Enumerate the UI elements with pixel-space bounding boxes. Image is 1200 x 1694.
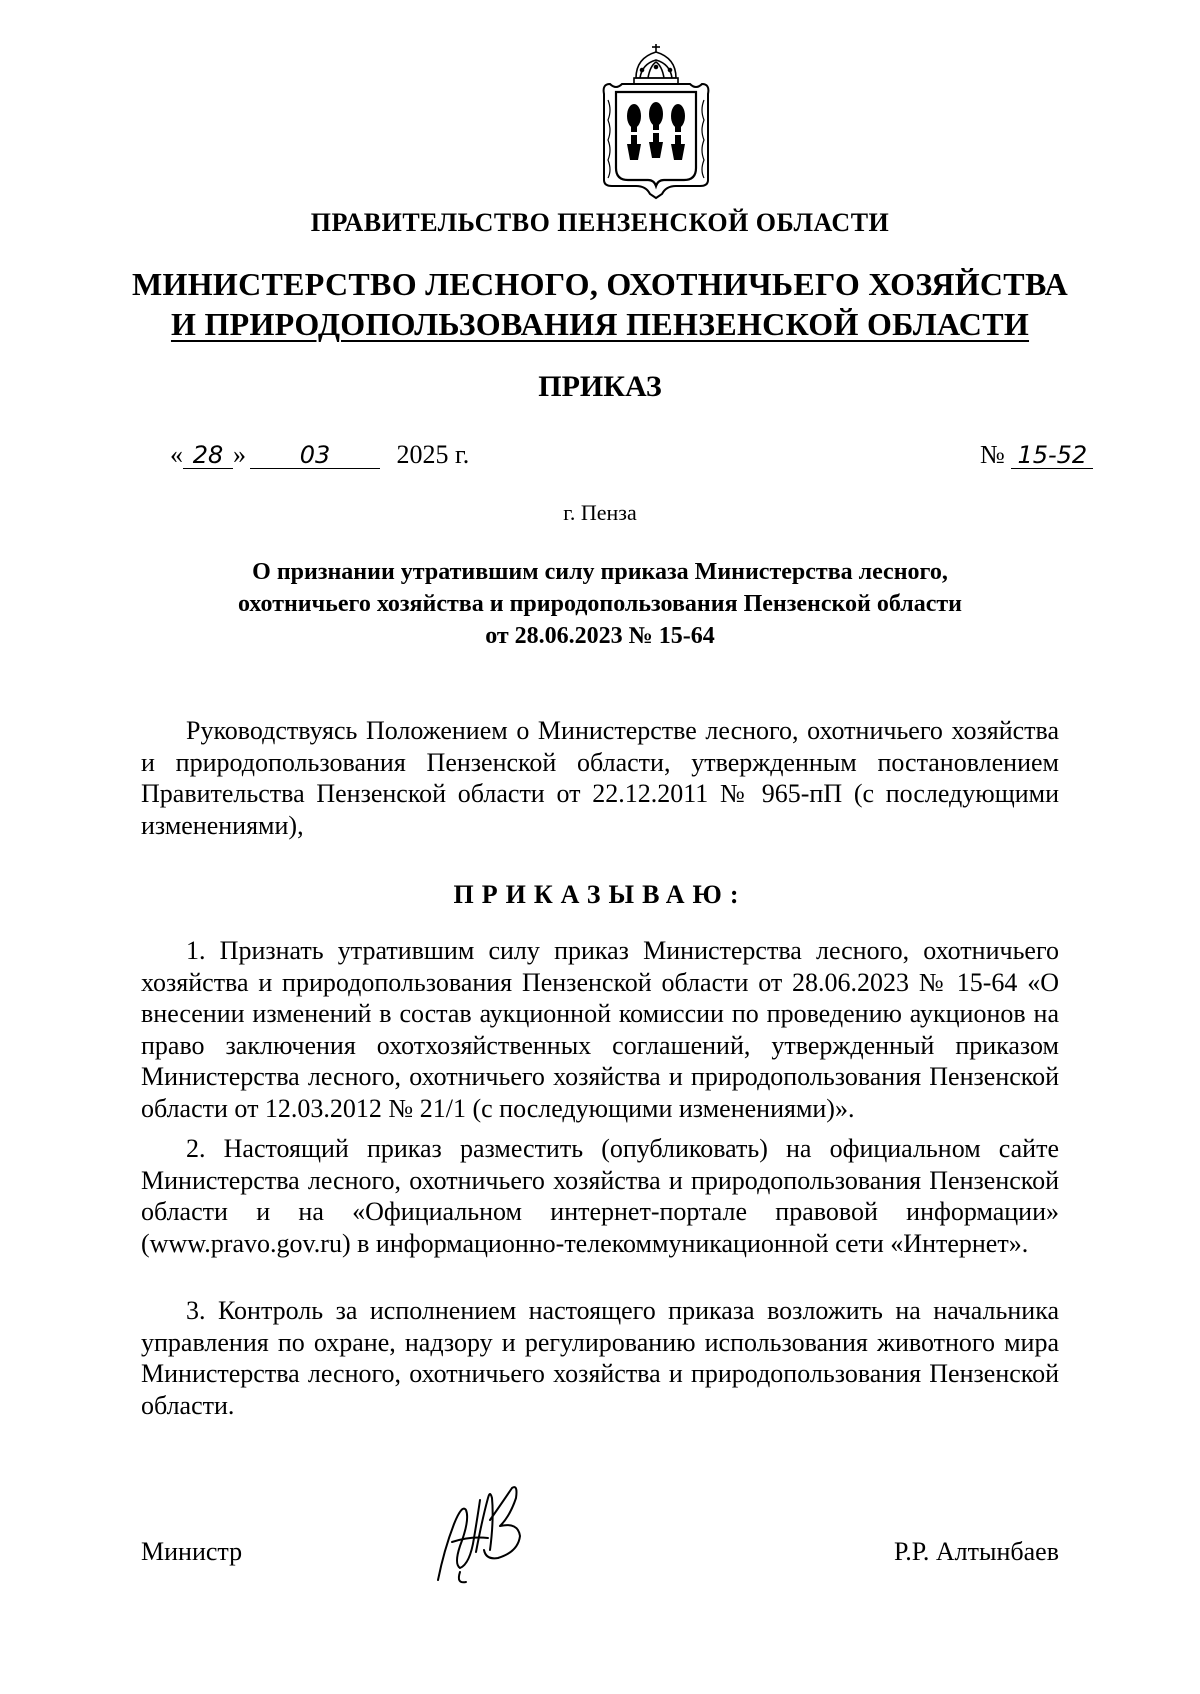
coat-of-arms-icon [596, 40, 716, 200]
handwritten-signature-icon [430, 1480, 530, 1590]
government-title: ПРАВИТЕЛЬСТВО ПЕНЗЕНСКОЙ ОБЛАСТИ [310, 208, 890, 237]
number-value: 15-52 [1011, 442, 1093, 469]
order-item-3: 3. Контроль за исполнением настоящего приказа возложить на начальника управления по охране, надзору и регулированию использования животного мира Министерства лесного, охотничьего хозяйства и природопользования Пензенской области. [141, 1296, 1059, 1420]
number-prefix: № [980, 440, 1005, 469]
orders-verb: ПРИКАЗЫВАЮ: [453, 880, 747, 909]
intro-paragraph: Руководствуясь Положением о Министерстве лесного, охотничьего хозяйства и природопользования Пензенской области, утвержденным постановлением Правительства Пензенской области от 22.12.2011 № 965-пП (с последующими изменениями), [141, 716, 1059, 840]
subject-line3: от 28.06.2023 № 15-64 [485, 623, 715, 649]
document-date [170, 440, 469, 470]
order-item-1: 1. Признать утратившим силу приказ Министерства лесного, охотничьего хозяйства и природопользования Пензенской области от 28.06.2023 № 15-64 «О внесении изменений в состав аукционной комиссии по проведению аукционов на право заключения охотхозяйственных соглашений, утвержденный приказом Министерства лесного, охотничьего хозяйства и природопользования Пензенской области от 12.03.2012 № 21/1 (с последующими изменениями)». [141, 936, 1059, 1123]
ministry-title-line1: МИНИСТЕРСТВО ЛЕСНОГО, ОХОТНИЧЬЕГО ХОЗЯЙСТВА [132, 266, 1068, 302]
document-type: ПРИКАЗ [538, 370, 662, 403]
subject-line2: охотничьего хозяйства и природопользования Пензенской области [238, 591, 962, 617]
document-number [980, 440, 1093, 470]
date-close-quote: » [233, 440, 246, 469]
date-open-quote: « [170, 440, 183, 469]
signatory-name: Р.Р. Алтынбаев [893, 1537, 1059, 1566]
ministry-title-line2-text: И ПРИРОДОПОЛЬЗОВАНИЯ ПЕНЗЕНСКОЙ ОБЛАСТИ [170, 306, 1030, 342]
date-month: 03 [250, 442, 380, 469]
city: г. Пенза [563, 500, 637, 525]
date-year: 2025 г. [396, 440, 470, 469]
date-day: 28 [183, 442, 233, 469]
order-item-2: 2. Настоящий приказ разместить (опубликовать) на официальном сайте Министерства лесного, охотничьего хозяйства и природопользования Пензенской области и на «Официальном интернет-портале правовой информации» (www.pravo.gov.ru) в информационно-телекоммуникационной сети «Интернет». [141, 1134, 1059, 1258]
document-subject [150, 556, 1050, 652]
signatory-position: Министр [141, 1537, 243, 1566]
ministry-title-line2 [0, 306, 1200, 343]
subject-line1: О признании утратившим силу приказа Министерства лесного, [252, 559, 948, 585]
